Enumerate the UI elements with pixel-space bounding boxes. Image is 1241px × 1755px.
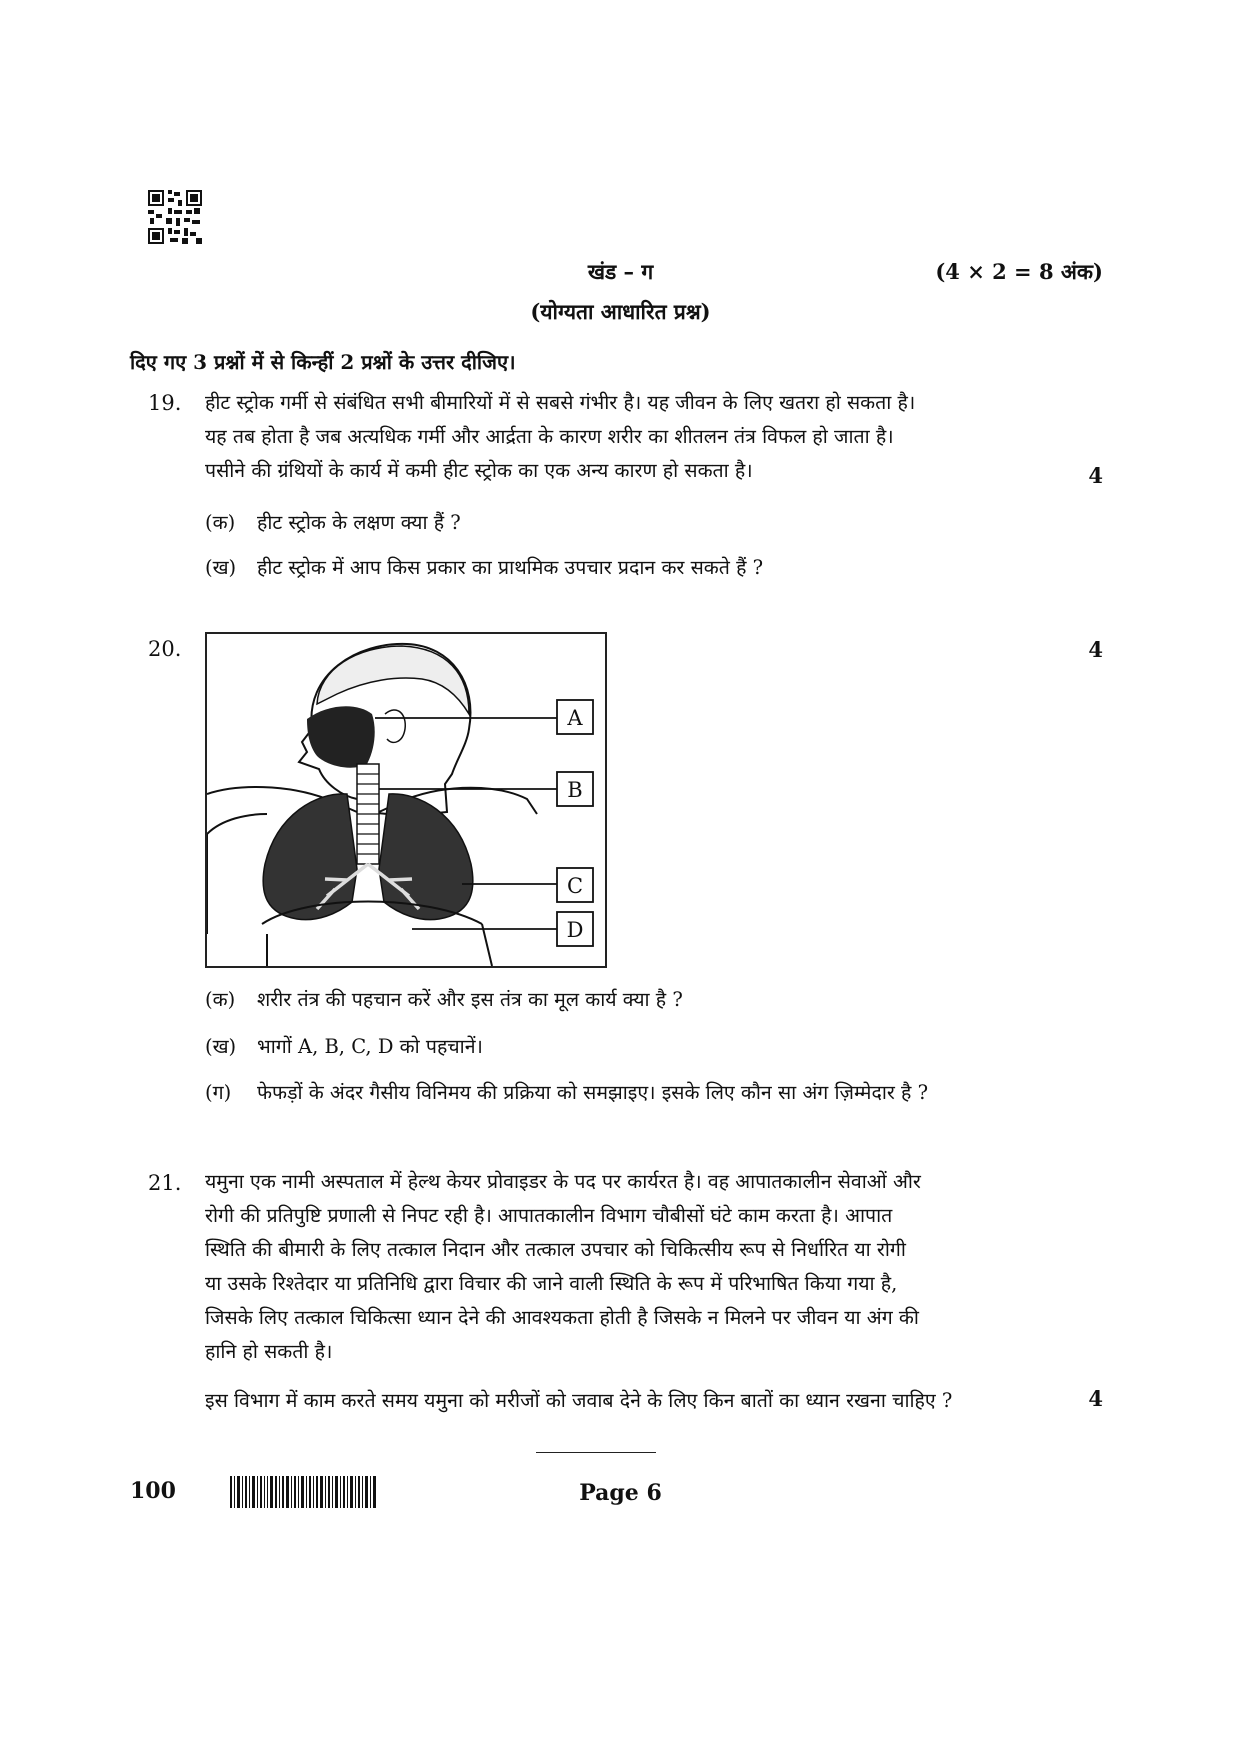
q21-line: रोगी की प्रतिपुष्टि प्रणाली से निपट रही है। आपातकालीन विभाग चौबीसों घंटे काम करता है। आपात xyxy=(205,1204,893,1227)
page-number: Page 6 xyxy=(579,1480,662,1506)
respiratory-diagram xyxy=(205,632,607,968)
q21-line: स्थिति की बीमारी के लिए तत्काल निदान और तत्काल उपचार को चिकित्सीय रूप से निर्धारित या रोगी xyxy=(205,1238,906,1261)
section-title: खंड – ग xyxy=(587,259,654,284)
part-label: (क) xyxy=(205,988,236,1011)
q19-part-a xyxy=(205,508,461,535)
instruction: दिए गए 3 प्रश्नों में से किन्हीं 2 प्रश्नों के उत्तर दीजिए। xyxy=(130,350,516,374)
q21-line: या उसके रिश्तेदार या प्रतिनिधि द्वारा विचार की जाने वाली स्थिति के रूप में परिभाषित किया गया है, xyxy=(205,1272,898,1295)
part-text: हीट स्ट्रोक के लक्षण क्या हैं ? xyxy=(257,511,461,534)
part-text: फेफड़ों के अंदर गैसीय विनिमय की प्रक्रिया को समझाइए। इसके लिए कौन सा अंग ज़िम्मेदार है ? xyxy=(257,1081,929,1104)
q19-line: हीट स्ट्रोक गर्मी से संबंधित सभी बीमारियों में से सबसे गंभीर है। यह जीवन के लिए खतरा हो सकता है। xyxy=(205,391,916,414)
q20-number: 20. xyxy=(148,637,182,661)
part-label: (ग) xyxy=(205,1081,232,1104)
part-text: हीट स्ट्रोक में आप किस प्रकार का प्राथमिक उपचार प्रदान कर सकते हैं ? xyxy=(257,556,764,579)
q21-number: 21. xyxy=(148,1171,182,1195)
q21-text xyxy=(205,1165,1085,1369)
part-text: शरीर तंत्र की पहचान करें और इस तंत्र का मूल कार्य क्या है ? xyxy=(257,988,683,1011)
q19-part-b xyxy=(205,553,763,580)
q20-part-c xyxy=(205,1078,928,1105)
q20-part-b xyxy=(205,1032,483,1059)
part-label: (ख) xyxy=(205,1035,237,1058)
paper-code: 100 xyxy=(130,1478,176,1504)
q19-number: 19. xyxy=(148,391,182,415)
diagram-label-b: B xyxy=(567,778,583,802)
q21-line: जिसके लिए तत्काल चिकित्सा ध्यान देने की आवश्यकता होती है जिसके न मिलने पर जीवन या अंग की xyxy=(205,1306,919,1329)
diagram-label-c: C xyxy=(566,874,584,898)
part-label: (क) xyxy=(205,511,236,534)
end-rule xyxy=(536,1452,656,1453)
q21-question: इस विभाग में काम करते समय यमुना को मरीजों को जवाब देने के लिए किन बातों का ध्यान रखना चाहिए ? xyxy=(205,1389,953,1412)
respiratory-illustration xyxy=(207,634,605,966)
q21-line: हानि हो सकती है। xyxy=(205,1340,333,1363)
q19-line: यह तब होता है जब अत्यधिक गर्मी और आर्द्रता के कारण शरीर का शीतलन तंत्र विफल हो जाता है। xyxy=(205,425,894,448)
diagram-label-d: D xyxy=(566,918,584,942)
diagram-label-a: A xyxy=(567,706,583,730)
part-label: (ख) xyxy=(205,556,237,579)
q21-line: यमुना एक नामी अस्पताल में हेल्थ केयर प्रोवाइडर के पद पर कार्यरत है। वह आपातकालीन सेवाओं और xyxy=(205,1170,921,1193)
q20-marks: 4 xyxy=(1088,637,1103,662)
q21-marks: 4 xyxy=(1088,1386,1103,1411)
section-marks: (4 × 2 = 8 अंक) xyxy=(935,259,1103,284)
q20-part-a xyxy=(205,985,683,1012)
qr-code xyxy=(148,190,202,244)
section-subtitle: (योग्यता आधारित प्रश्न) xyxy=(530,299,711,324)
part-text: भागों A, B, C, D को पहचानें। xyxy=(257,1035,483,1058)
q19-text xyxy=(205,386,1085,488)
q19-marks: 4 xyxy=(1088,463,1103,488)
q19-line: पसीने की ग्रंथियों के कार्य में कमी हीट स्ट्रोक का एक अन्य कारण हो सकता है। xyxy=(205,459,753,482)
